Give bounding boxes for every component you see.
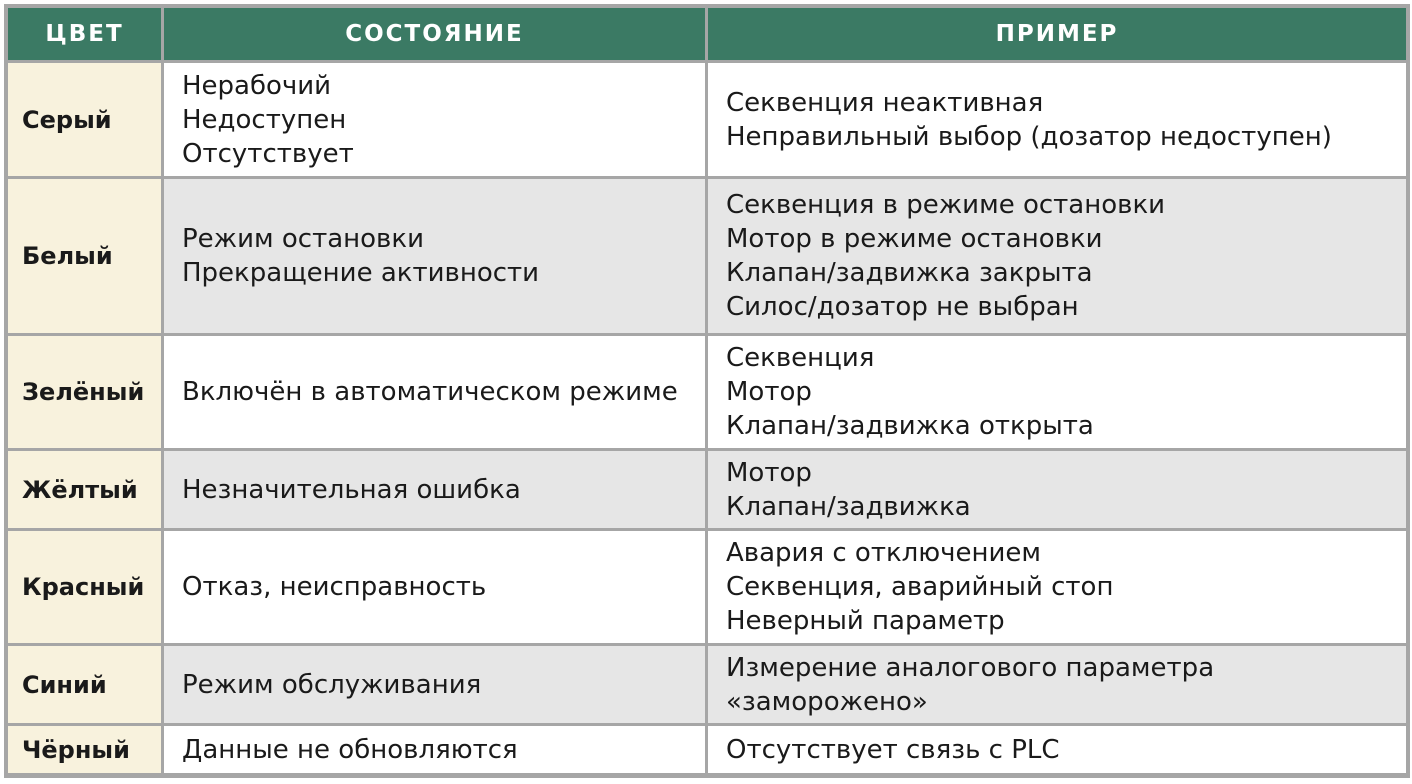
- example-line: Мотор в режиме остановки: [726, 224, 1103, 254]
- state-line: Недоступен: [182, 104, 347, 135]
- example-cell: [708, 63, 1406, 176]
- color-cell: Жёлтый: [8, 451, 161, 528]
- example-cell: [708, 531, 1406, 643]
- color-cell: Чёрный: [8, 726, 161, 773]
- example-line: Секвенция неактивная: [726, 87, 1044, 118]
- header-color: ЦВЕТ: [8, 8, 161, 60]
- header-state: СОСТОЯНИЕ: [164, 8, 705, 60]
- state-cell: [164, 451, 705, 528]
- header-example: ПРИМЕР: [708, 8, 1406, 60]
- state-line: Режим обслуживания: [182, 669, 482, 700]
- example-cell: [708, 646, 1406, 723]
- example-line: Секвенция: [726, 343, 875, 373]
- example-cell: [708, 726, 1406, 773]
- color-cell: Серый: [8, 63, 161, 176]
- state-cell: [164, 63, 705, 176]
- state-line: Включён в автоматическом режиме: [182, 377, 678, 407]
- state-cell: [164, 336, 705, 448]
- state-line: Режим остановки: [182, 224, 424, 254]
- example-line: Авария с отключением: [726, 538, 1042, 568]
- example-line: Клапан/задвижка: [726, 491, 971, 522]
- state-line: Прекращение активности: [182, 258, 540, 288]
- example-line: Клапан/задвижка закрыта: [726, 258, 1093, 288]
- state-line: Данные не обновляются: [182, 734, 518, 765]
- state-line: Отсутствует: [182, 138, 354, 169]
- example-cell: [708, 179, 1406, 333]
- example-line: Мотор: [726, 457, 812, 488]
- example-cell: [708, 451, 1406, 528]
- example-line: «заморожено»: [726, 686, 928, 717]
- state-line: Отказ, неисправность: [182, 572, 487, 602]
- state-cell: [164, 531, 705, 643]
- example-line: Секвенция в режиме остановки: [726, 190, 1166, 220]
- state-line: Незначительная ошибка: [182, 474, 521, 505]
- example-line: Неправильный выбор (дозатор недоступен): [726, 121, 1332, 152]
- example-line: Силос/дозатор не выбран: [726, 292, 1079, 322]
- state-cell: [164, 646, 705, 723]
- example-line: Измерение аналогового параметра: [726, 652, 1215, 683]
- example-line: Секвенция, аварийный стоп: [726, 572, 1114, 602]
- example-line: Клапан/задвижка открыта: [726, 411, 1094, 441]
- example-cell: [708, 336, 1406, 448]
- state-line: Нерабочий: [182, 70, 332, 101]
- state-cell: [164, 726, 705, 773]
- example-line: Отсутствует связь с PLC: [726, 734, 1060, 765]
- example-line: Неверный параметр: [726, 606, 1005, 636]
- color-cell: Красный: [8, 531, 161, 643]
- table-frame: [4, 4, 1410, 778]
- color-cell: Белый: [8, 179, 161, 333]
- status-color-table: [8, 8, 1406, 774]
- color-cell: Зелёный: [8, 336, 161, 448]
- example-line: Мотор: [726, 377, 812, 407]
- color-cell: Синий: [8, 646, 161, 723]
- state-cell: [164, 179, 705, 333]
